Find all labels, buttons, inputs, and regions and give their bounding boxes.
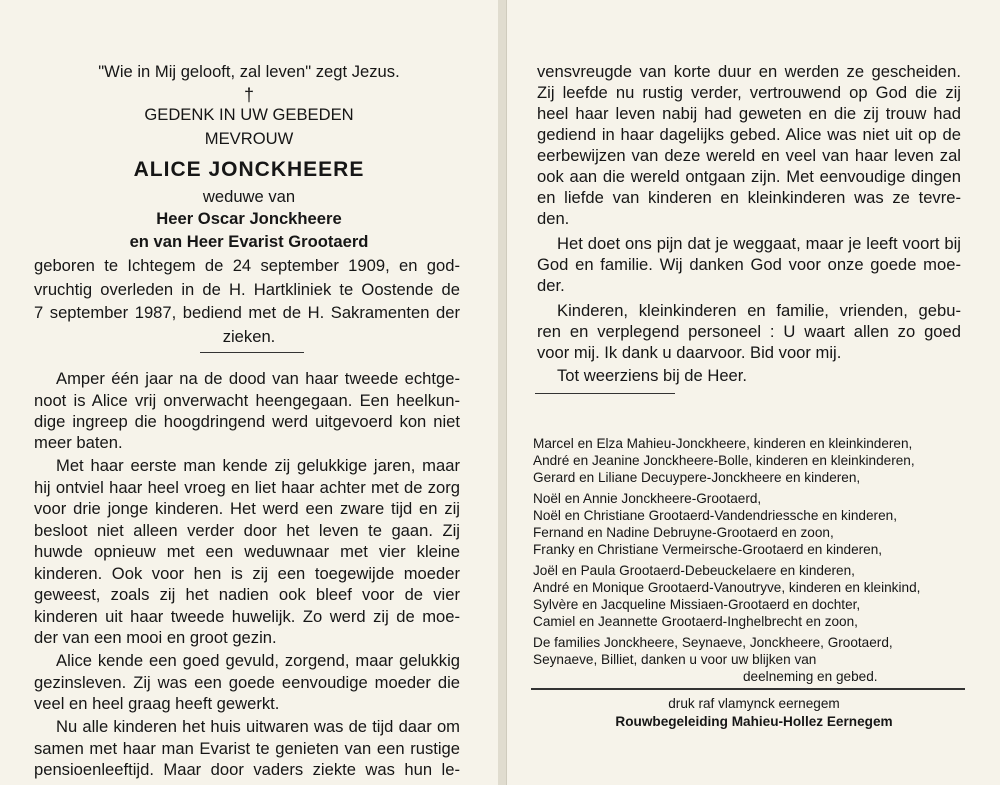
body-line: Nu alle kinderen het huis uitwaren was de tijd daar om [56,717,460,736]
family-line: André en Monique Grootaerd-Vanoutryve, kinderen en kleinkind, [533,580,921,595]
honorific: MEVROUW [204,129,294,148]
body-line: gezinsleven. Zij was een goede eenvoudige moeder die [34,673,460,692]
family-line: Noël en Annie Jonckheere-Grootaerd, [533,491,762,506]
body-line: gediend in haar dagelijks gebed. Alice was niet uit op de [537,125,961,144]
family-line: Sylvère en Jacqueline Missiaen-Grootaerd en dochter, [533,597,861,612]
divider [200,352,304,353]
family-line: Noël en Christiane Grootaerd-Vandendriessche en kinderen, [533,508,897,523]
bio-line: 7 september 1987, bediend met de H. Sakramenten der [34,303,460,322]
body-line: en liefde van kinderen en kleinkinderen was ze tevre- [537,188,961,207]
body-line: heel haar leven nabij had geweten en die zij trouw had [537,104,961,123]
body-line: Met haar eerste man kende zij gelukkige jaren, maar [56,456,460,475]
family-line: Marcel en Elza Mahieu-Jonckheere, kinderen en kleinkinderen, [533,436,913,451]
right-page [506,0,1000,785]
funeral-home: Rouwbegeleiding Mahieu-Hollez Eernegem [615,714,893,729]
divider [531,688,965,690]
body-line: der. [537,276,565,295]
body-line: samen met haar man Evarist te genieten van een rustige [34,739,460,758]
left-page [0,0,499,785]
body-line: Alice kende een goed gevuld, zorgend, maar gelukkig [56,651,460,670]
body-line: voor mij. Ik dank u daarvoor. Bid voor mij. [537,343,842,362]
body-line: der van een mooi en groot gezin. [34,628,277,647]
body-line: Amper één jaar na de dood van haar tweede echtge- [56,369,460,388]
bio-line: geboren te Ichtegem de 24 september 1909, en god- [34,256,460,275]
body-line: kinderen uit haar tweede huwelijk. Zo werd zij de moe- [34,607,460,626]
body-line: dige ingreep die hoogdringend werd uitgevoerd kon niet [34,412,460,431]
body-line: Zij leefde nu rustig verder, vertrouwend op God die zij [537,83,961,102]
page-fold [498,0,506,785]
widow-of: weduwe van [202,187,296,206]
body-line: noot is Alice vrij onverwacht heengegaan. Een heelkun- [34,391,460,410]
body-line: den. [537,209,570,228]
deceased-name: ALICE JONCKHEERE [133,158,365,181]
body-line: hij ontviel haar heel vroeg en liet haar achter met de zorg [34,478,460,497]
remember-heading: GEDENK IN UW GEBEDEN [144,105,354,124]
body-line: Het doet ons pijn dat je weggaat, maar je leeft voort bij [557,234,961,253]
body-line: huwde opnieuw met een weduwnaar met vier kleine [34,542,460,561]
bio-line: vruchtig overleden in de H. Hartkliniek te Oostende de [34,280,460,299]
body-line: ook aan die wereld ontgaan zijn. Met eenvoudige dingen [537,167,961,186]
bio-line: zieken. [222,327,276,346]
family-line: Camiel en Jeannette Grootaerd-Inghelbrecht en zoon, [533,614,858,629]
closing-line: Tot weerziens bij de Heer. [557,366,748,385]
body-line: geweest, zoals zij het nadien ook bleef voor de vier [34,585,460,604]
cross-icon: † [243,85,254,105]
family-line: De families Jonckheere, Seynaeve, Jonckheere, Grootaerd, [533,635,893,650]
body-line: pensioenleeftijd. Maar door vaders ziekte was hun le- [34,760,460,779]
family-line: André en Jeanine Jonckheere-Bolle, kinderen en kleinkinderen, [533,453,915,468]
bible-quote: "Wie in Mij gelooft, zal leven" zegt Jezus. [98,62,400,81]
body-line: voor drie jonge kinderen. Het werd een zware tijd en zij [34,499,460,518]
family-line: Fernand en Nadine Debruyne-Grootaerd en zoon, [533,525,834,540]
family-line: deelneming en gebed. [743,669,878,684]
body-line: veel en heel graag heeft gewerkt. [34,694,280,713]
body-line: meer baten. [34,433,123,452]
printer-credit: druk raf vlamynck eernegem [668,696,840,711]
body-line: vensvreugde van korte duur en werden ze gescheiden. [537,62,961,81]
body-line: eerbewijzen van deze wereld en veel van haar leven zal [537,146,961,165]
body-line: God en familie. Wij danken God voor onze goede moe- [537,255,961,274]
divider [535,393,675,394]
body-line: Kinderen, kleinkinderen en familie, vrienden, gebu- [557,301,961,320]
family-line: Joël en Paula Grootaerd-Debeuckelaere en kinderen, [533,563,855,578]
body-line: besloot niet alleen verder door het leven te gaan. Zij [34,521,460,540]
body-line: ren en verplegend personeel : U waart allen zo goed [537,322,961,341]
second-husband: en van Heer Evarist Grootaerd [129,232,369,251]
family-line: Gerard en Liliane Decuypere-Jonckheere en kinderen, [533,470,861,485]
family-line: Seynaeve, Billiet, danken u voor uw blijken van [533,652,817,667]
family-line: Franky en Christiane Vermeirsche-Grootaerd en kinderen, [533,542,883,557]
body-line: kinderen. Ook voor hen is zij een toegewijde moeder [34,564,460,583]
first-husband: Heer Oscar Jonckheere [156,209,342,228]
